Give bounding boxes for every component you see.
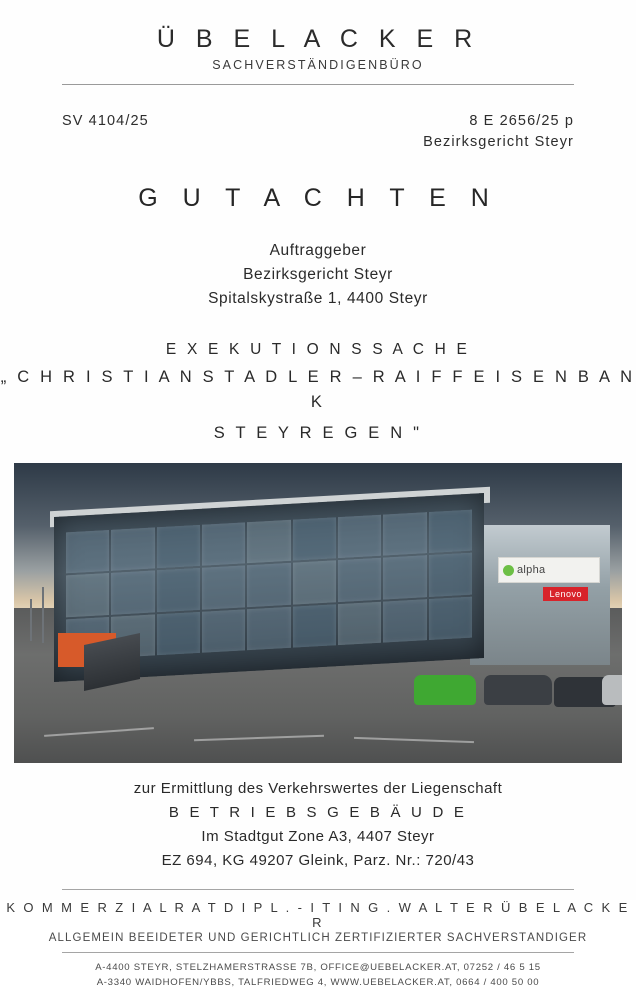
caption-address: Im Stadtgut Zone A3, 4407 Steyr bbox=[201, 828, 435, 846]
photo-caption bbox=[0, 777, 636, 873]
footer-expert-name: K O M M E R Z I A L R A T D I P L . - I T I N G . W A L T E R Ü B E L A C K E R bbox=[6, 900, 630, 931]
client-court: Bezirksgericht Steyr bbox=[243, 266, 393, 284]
footer bbox=[0, 889, 636, 990]
case-heading: E X E K U T I O N S S A C H E bbox=[165, 341, 471, 359]
court-name: Bezirksgericht Steyr bbox=[423, 134, 574, 151]
footer-divider-bottom bbox=[62, 952, 574, 953]
case-number: 8 E 2656/25 p bbox=[469, 112, 574, 129]
caption-object-type: B E T R I E B S G E B Ä U D E bbox=[168, 804, 468, 822]
header-divider bbox=[62, 84, 574, 85]
client-label: Auftraggeber bbox=[269, 242, 367, 259]
company-name: Ü B E L A C K E R bbox=[156, 25, 480, 53]
photo-light-pole-2 bbox=[30, 599, 32, 641]
case-block bbox=[0, 341, 636, 445]
footer-divider-top bbox=[62, 889, 574, 890]
reference-row bbox=[62, 111, 574, 155]
photo-company-sign bbox=[498, 557, 600, 583]
letterhead bbox=[0, 0, 636, 72]
case-party-line-1: „ C H R I S T I A N S T A D L E R – R A I F F E I S E N B A N K bbox=[0, 368, 636, 411]
company-subtitle: SACHVERSTÄNDIGENBÜRO bbox=[212, 57, 424, 72]
property-photo bbox=[14, 463, 622, 763]
footer-address-line-1: A-4400 STEYR, STELZHAMERSTRASSE 7B, OFFICE@UEBELACKER.AT, 07252 / 46 5 15 bbox=[95, 962, 541, 974]
client-block bbox=[0, 239, 636, 311]
expert-file-number: SV 4104/25 bbox=[62, 112, 149, 129]
case-party-line-2: S T E Y R E G E N " bbox=[213, 423, 423, 442]
caption-cadastral: EZ 694, KG 49207 Gleink, Parz. Nr.: 720/43 bbox=[161, 852, 475, 870]
photo-sign-badge: Lenovo bbox=[543, 587, 588, 601]
document-title: G U T A C H T E N bbox=[138, 184, 498, 212]
photo-car-dark-1 bbox=[484, 675, 552, 705]
photo-building-right-wing bbox=[470, 525, 610, 665]
footer-addresses bbox=[0, 961, 636, 990]
photo-car-silver bbox=[602, 675, 622, 705]
photo-car-green bbox=[414, 675, 476, 705]
footer-expert-role: ALLGEMEIN BEEIDETER UND GERICHTLICH ZERTIFIZIERTER SACHVERSTÄNDIGER bbox=[48, 932, 588, 945]
footer-address-line-2: A-3340 WAIDHOFEN/YBBS, TALFRIEDWEG 4, WWW.UEBELACKER.AT, 0664 / 400 50 00 bbox=[96, 976, 540, 988]
photo-sign-text: alpha bbox=[517, 564, 546, 577]
alpha-logo-icon bbox=[503, 565, 514, 576]
client-address: Spitalskystraße 1, 4400 Steyr bbox=[208, 290, 428, 308]
court-reference bbox=[423, 111, 574, 155]
caption-purpose: zur Ermittlung des Verkehrswertes der Liegenschaft bbox=[133, 780, 503, 798]
photo-light-pole-1 bbox=[42, 587, 44, 643]
